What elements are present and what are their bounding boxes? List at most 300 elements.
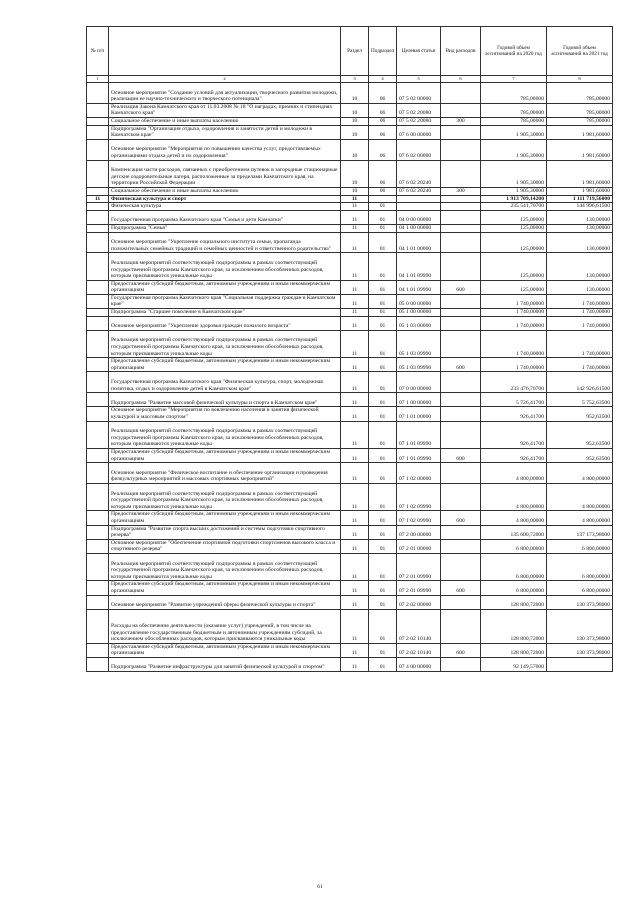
- table-row: [87, 210, 613, 224]
- row-number: [87, 203, 109, 211]
- row-name: Предоставление субсидий бюджетным, автономным учреждениям и иным некоммерческим организациям: [109, 581, 341, 595]
- row-number: [87, 657, 109, 671]
- row-number: [87, 294, 109, 308]
- row-name: Основное мероприятие "Обеспечение спортивной подготовки спортсменов высокого класса и спортивного резерва": [109, 539, 341, 553]
- row-section: 11: [341, 657, 369, 671]
- row-amount-2020: 1 905,30000: [481, 125, 547, 139]
- row-target-article: 04 0 00 00000: [397, 210, 441, 224]
- row-target-article: 07 6 02 20240: [397, 187, 441, 195]
- row-target-article: 07 6 02 20240: [397, 160, 441, 187]
- table-row: [87, 358, 613, 372]
- row-amount-2020: 926,41700: [481, 421, 547, 448]
- row-target-article: 04 1 01 09990: [397, 280, 441, 294]
- row-amount-2021: 785,00000: [547, 83, 613, 104]
- row-section: 11: [341, 203, 369, 211]
- budget-table: [86, 26, 613, 672]
- row-amount-2020: 1 905,30000: [481, 160, 547, 187]
- table-row: [87, 160, 613, 187]
- row-target-article: 07 1 01 09990: [397, 449, 441, 463]
- row-name: Основное мероприятие "Развитие учреждений сферы физической культуры и спорта": [109, 595, 341, 609]
- row-amount-2021: 6 800,00000: [547, 539, 613, 553]
- header-name: [109, 27, 341, 76]
- column-number: 3: [341, 76, 369, 83]
- row-amount-2021: 1 981,60000: [547, 187, 613, 195]
- header-expense-type: Вид расходов: [441, 27, 481, 76]
- row-name: Государственная программа Камчатского края "Семья и дети Камчатки": [109, 210, 341, 224]
- row-name: Предоставление субсидий бюджетным, автономным учреждениям и иным некоммерческим организациям: [109, 280, 341, 294]
- row-section: 11: [341, 195, 369, 203]
- row-amount-2021: 130,00000: [547, 232, 613, 253]
- row-name: Подпрограмма "Развитие массовой физической культуры и спорта в Камчатском крае": [109, 393, 341, 407]
- row-section: 11: [341, 609, 369, 643]
- row-subsection: 06: [369, 125, 397, 139]
- table-row: [87, 463, 613, 484]
- row-target-article: 04 1 01 00000: [397, 232, 441, 253]
- row-subsection: 06: [369, 103, 397, 117]
- row-section: 11: [341, 525, 369, 539]
- row-target-article: 07 6 00 00000: [397, 125, 441, 139]
- row-amount-2021: 4 800,00000: [547, 511, 613, 525]
- row-expense-type: [441, 125, 481, 139]
- column-number: 7: [481, 76, 547, 83]
- table-row: [87, 393, 613, 407]
- row-number: [87, 421, 109, 448]
- row-amount-2021: 130,00000: [547, 210, 613, 224]
- column-number-row: [87, 76, 613, 83]
- row-amount-2021: 1 740,00000: [547, 358, 613, 372]
- row-amount-2021: 130 373,98000: [547, 609, 613, 643]
- row-target-article: 07 1 02 09990: [397, 511, 441, 525]
- row-section: 10: [341, 83, 369, 104]
- row-subsection: 01: [369, 280, 397, 294]
- row-amount-2021: 1 740,00000: [547, 330, 613, 357]
- row-subsection: 01: [369, 421, 397, 448]
- row-target-article: 05 1 03 09990: [397, 330, 441, 357]
- row-section: 11: [341, 316, 369, 330]
- row-target-article: 07 2 02 10140: [397, 609, 441, 643]
- row-expense-type: [441, 330, 481, 357]
- row-amount-2021: 952,63500: [547, 407, 613, 421]
- row-name: Основное мероприятие "Мероприятия по вовлечению населения в занятия физической культурой и массовым спортом": [109, 407, 341, 421]
- row-expense-type: 300: [441, 117, 481, 125]
- row-amount-2020: 6 800,00000: [481, 553, 547, 580]
- row-subsection: 01: [369, 511, 397, 525]
- row-subsection: 06: [369, 139, 397, 160]
- row-section: 10: [341, 187, 369, 195]
- table-row: [87, 203, 613, 211]
- row-amount-2021: 1 740,00000: [547, 316, 613, 330]
- row-expense-type: [441, 553, 481, 580]
- row-section: 11: [341, 463, 369, 484]
- row-expense-type: [441, 463, 481, 484]
- row-number: [87, 280, 109, 294]
- row-number: [87, 224, 109, 232]
- table-row: [87, 224, 613, 232]
- row-amount-2021: 142 926,61500: [547, 372, 613, 393]
- row-subsection: 01: [369, 483, 397, 510]
- row-expense-type: [441, 203, 481, 211]
- row-name: Реализация мероприятий соответствующей подпрограммы в рамках соответствующей государственной программы Камчатского края, за исключением обособленных расходов, которым присваиваются уникальные коды: [109, 253, 341, 280]
- row-name: Подпрограмма "Развитие спорта высших достижений и системы подготовки спортивного резерва": [109, 525, 341, 539]
- row-name: Основное мероприятие "Мероприятия по повышению качества услуг, предоставляемых организациями отдыха детей и их оздоровления": [109, 139, 341, 160]
- table-row: [87, 595, 613, 609]
- row-name: Подпрограмма "Старшее поколение в Камчатском крае": [109, 309, 341, 317]
- row-number: [87, 330, 109, 357]
- column-number: 1: [87, 76, 109, 83]
- row-expense-type: [441, 595, 481, 609]
- row-section: 11: [341, 253, 369, 280]
- row-section: 11: [341, 330, 369, 357]
- row-expense-type: [441, 103, 481, 117]
- header-amount-2020: Годовой объем ассигнований на 2020 год: [481, 27, 547, 76]
- row-section: 11: [341, 483, 369, 510]
- column-number: 6: [441, 76, 481, 83]
- row-amount-2021: 6 800,00000: [547, 553, 613, 580]
- row-number: [87, 581, 109, 595]
- row-name: Основное мероприятие "Укрепление социального института семьи, пропаганда положительных семейных традиций и семейных ценностей и ответственного родительства": [109, 232, 341, 253]
- row-target-article: 07 2 01 09990: [397, 553, 441, 580]
- row-amount-2021: 952,63500: [547, 449, 613, 463]
- row-number: [87, 83, 109, 104]
- row-subsection: 01: [369, 609, 397, 643]
- row-subsection: 01: [369, 643, 397, 657]
- row-section: 11: [341, 407, 369, 421]
- row-subsection: 06: [369, 117, 397, 125]
- row-section: 11: [341, 372, 369, 393]
- table-row: [87, 372, 613, 393]
- row-number: [87, 407, 109, 421]
- row-amount-2020: 926,41700: [481, 449, 547, 463]
- row-target-article: 07 2 02 10140: [397, 643, 441, 657]
- row-amount-2021: 130,00000: [547, 224, 613, 232]
- table-row: [87, 103, 613, 117]
- row-expense-type: [441, 294, 481, 308]
- row-section: 10: [341, 160, 369, 187]
- row-amount-2020: 1 740,00000: [481, 294, 547, 308]
- row-subsection: [369, 195, 397, 203]
- row-subsection: 01: [369, 253, 397, 280]
- row-name: Социальное обеспечение и иные выплаты населению: [109, 187, 341, 195]
- table-row: [87, 449, 613, 463]
- table-row: [87, 117, 613, 125]
- row-amount-2020: 125,00000: [481, 224, 547, 232]
- row-number: [87, 449, 109, 463]
- row-amount-2020: 1 740,00000: [481, 358, 547, 372]
- row-subsection: 01: [369, 581, 397, 595]
- table-row: [87, 187, 613, 195]
- row-amount-2020: 1 913 709,14200: [481, 195, 547, 203]
- row-subsection: 01: [369, 539, 397, 553]
- row-target-article: 07 1 02 00000: [397, 463, 441, 484]
- row-expense-type: [441, 232, 481, 253]
- row-amount-2021: [547, 657, 613, 671]
- row-name: Предоставление субсидий бюджетным, автономным учреждениям и иным некоммерческим организациям: [109, 643, 341, 657]
- row-section: 11: [341, 595, 369, 609]
- row-name: Компенсация части расходов, связанных с приобретением путевок в загородные стационарные детские оздоровительные лагеря, расположенные за пределами Камчатского края, на территории Российской Федерации: [109, 160, 341, 187]
- row-subsection: 01: [369, 407, 397, 421]
- row-target-article: 07 5 02 20080: [397, 117, 441, 125]
- row-target-article: 05 1 03 09990: [397, 358, 441, 372]
- row-section: 11: [341, 449, 369, 463]
- row-expense-type: [441, 309, 481, 317]
- row-subsection: 01: [369, 449, 397, 463]
- row-number: [87, 525, 109, 539]
- row-number: [87, 316, 109, 330]
- row-amount-2021: 130 373,98000: [547, 595, 613, 609]
- row-amount-2021: 130,00000: [547, 280, 613, 294]
- row-subsection: 01: [369, 595, 397, 609]
- row-section: 11: [341, 539, 369, 553]
- row-section: 10: [341, 103, 369, 117]
- row-expense-type: [441, 210, 481, 224]
- row-expense-type: [441, 407, 481, 421]
- column-number: 2: [109, 76, 341, 83]
- row-amount-2020: 785,00000: [481, 103, 547, 117]
- row-subsection: 06: [369, 83, 397, 104]
- row-expense-type: 600: [441, 643, 481, 657]
- row-name: Основное мероприятие "Создание условий для актуализации, творческого развития молодежи, реализации ее научно-технического и творческого потенциала": [109, 83, 341, 104]
- row-subsection: 06: [369, 187, 397, 195]
- row-amount-2020: 125,00000: [481, 280, 547, 294]
- row-target-article: 07 1 00 00000: [397, 393, 441, 407]
- row-number: [87, 309, 109, 317]
- row-expense-type: 300: [441, 187, 481, 195]
- row-subsection: 01: [369, 210, 397, 224]
- row-name: Реализация мероприятий соответствующей подпрограммы в рамках соответствующей государственной программы Камчатского края, за исключением обособленных расходов, которым присваиваются уникальные коды: [109, 330, 341, 357]
- page-number: 61: [317, 884, 323, 890]
- row-number: [87, 393, 109, 407]
- row-amount-2020: 926,41700: [481, 407, 547, 421]
- row-amount-2020: 92 149,57000: [481, 657, 547, 671]
- row-target-article: 04 1 00 00000: [397, 224, 441, 232]
- row-subsection: 01: [369, 525, 397, 539]
- row-expense-type: [441, 372, 481, 393]
- row-target-article: 07 6 02 00000: [397, 139, 441, 160]
- row-amount-2020: 1 740,00000: [481, 316, 547, 330]
- row-amount-2020: 5 726,41700: [481, 393, 547, 407]
- row-name: Реализация Закона Камчатского края от 11.03.2008 № 18 "О наградах, премиях и стипендиях Камчатского края": [109, 103, 341, 117]
- row-amount-2020: 1 905,30000: [481, 139, 547, 160]
- row-number: [87, 160, 109, 187]
- row-amount-2021: 4 800,00000: [547, 463, 613, 484]
- row-target-article: 07 2 01 09990: [397, 581, 441, 595]
- row-number: [87, 609, 109, 643]
- table-row: [87, 609, 613, 643]
- row-section: 11: [341, 232, 369, 253]
- row-amount-2020: 6 800,00000: [481, 581, 547, 595]
- row-amount-2021: 1 981,60000: [547, 125, 613, 139]
- table-row: [87, 280, 613, 294]
- row-name: Основное мероприятие "Укрепление здоровья граждан пожилого возраста": [109, 316, 341, 330]
- table-row: [87, 421, 613, 448]
- row-name: Подпрограмма "Организация отдыха, оздоровления и занятости детей и молодежи в Камчатском крае": [109, 125, 341, 139]
- table-row: [87, 511, 613, 525]
- row-name: Предоставление субсидий бюджетным, автономным учреждениям и иным некоммерческим организациям: [109, 511, 341, 525]
- table-row: [87, 316, 613, 330]
- row-amount-2020: 6 800,00000: [481, 539, 547, 553]
- row-number: [87, 553, 109, 580]
- row-target-article: 05 1 03 00000: [397, 316, 441, 330]
- row-number: 11: [87, 195, 109, 203]
- table-row: [87, 553, 613, 580]
- table-row: [87, 309, 613, 317]
- row-name: Подпрограмма "Семья": [109, 224, 341, 232]
- row-target-article: 05 0 00 00000: [397, 294, 441, 308]
- row-subsection: 01: [369, 224, 397, 232]
- row-amount-2021: 5 752,63500: [547, 393, 613, 407]
- row-target-article: 07 4 00 00000: [397, 657, 441, 671]
- row-number: [87, 539, 109, 553]
- row-section: 11: [341, 553, 369, 580]
- row-amount-2020: 1 740,00000: [481, 330, 547, 357]
- row-subsection: 01: [369, 553, 397, 580]
- row-number: [87, 483, 109, 510]
- row-expense-type: [441, 253, 481, 280]
- row-target-article: 07 0 00 00000: [397, 372, 441, 393]
- row-amount-2020: 785,00000: [481, 117, 547, 125]
- row-target-article: 07 2 00 00000: [397, 525, 441, 539]
- row-section: 11: [341, 393, 369, 407]
- row-target-article: 07 1 01 00000: [397, 407, 441, 421]
- row-amount-2020: 128 800,72000: [481, 595, 547, 609]
- row-amount-2021: 4 800,00000: [547, 483, 613, 510]
- row-amount-2021: 130,00000: [547, 253, 613, 280]
- row-section: 10: [341, 117, 369, 125]
- row-target-article: [397, 203, 441, 211]
- table-row: [87, 195, 613, 203]
- header-subsection: Подраздел: [369, 27, 397, 76]
- row-amount-2020: 125,00000: [481, 210, 547, 224]
- row-target-article: 07 2 01 00000: [397, 539, 441, 553]
- row-target-article: 07 1 02 09990: [397, 483, 441, 510]
- row-number: [87, 187, 109, 195]
- row-name: Расходы на обеспечение деятельности (оказание услуг) учреждений, в том числе на предоставление государственным бюджетным и автономным учреждениям субсидий, за исключением обособленных расходов, которым присваиваются уникальные коды: [109, 609, 341, 643]
- row-amount-2021: 144 996,61500: [547, 203, 613, 211]
- table-row: [87, 232, 613, 253]
- table-row: [87, 253, 613, 280]
- row-expense-type: [441, 525, 481, 539]
- row-number: [87, 103, 109, 117]
- row-number: [87, 232, 109, 253]
- row-amount-2021: 1 111 719,56000: [547, 195, 613, 203]
- row-section: 11: [341, 643, 369, 657]
- row-number: [87, 117, 109, 125]
- row-name: Реализация мероприятий соответствующей подпрограммы в рамках соответствующей государственной программы Камчатского края, за исключением обособленных расходов, которым присваиваются уникальные коды: [109, 421, 341, 448]
- row-amount-2020: 235 541,70700: [481, 203, 547, 211]
- row-expense-type: [441, 83, 481, 104]
- row-expense-type: [441, 483, 481, 510]
- row-section: 11: [341, 358, 369, 372]
- row-subsection: 01: [369, 657, 397, 671]
- row-expense-type: [441, 657, 481, 671]
- row-section: 11: [341, 309, 369, 317]
- row-section: 11: [341, 581, 369, 595]
- row-subsection: 01: [369, 316, 397, 330]
- row-expense-type: [441, 316, 481, 330]
- table-row: [87, 139, 613, 160]
- row-subsection: 01: [369, 463, 397, 484]
- row-amount-2020: 4 800,00000: [481, 483, 547, 510]
- row-amount-2021: 785,00000: [547, 117, 613, 125]
- row-expense-type: [441, 539, 481, 553]
- row-name: Предоставление субсидий бюджетным, автономным учреждениям и иным некоммерческим организациям: [109, 358, 341, 372]
- row-subsection: 01: [369, 358, 397, 372]
- row-amount-2020: 4 800,00000: [481, 463, 547, 484]
- row-number: [87, 595, 109, 609]
- row-amount-2020: 1 905,30000: [481, 187, 547, 195]
- row-number: [87, 358, 109, 372]
- row-expense-type: [441, 421, 481, 448]
- row-name: Социальное обеспечение и иные выплаты населению: [109, 117, 341, 125]
- row-expense-type: [441, 160, 481, 187]
- row-subsection: 01: [369, 372, 397, 393]
- row-name: Физическая культура и спорт: [109, 195, 341, 203]
- row-target-article: 04 1 01 09990: [397, 253, 441, 280]
- row-section: 10: [341, 125, 369, 139]
- row-expense-type: 600: [441, 449, 481, 463]
- row-subsection: 01: [369, 330, 397, 357]
- row-section: 10: [341, 139, 369, 160]
- row-target-article: [397, 195, 441, 203]
- table-row: [87, 657, 613, 671]
- table-row: [87, 83, 613, 104]
- row-target-article: 07 5 02 00000: [397, 83, 441, 104]
- row-name: Государственная программа Камчатского края "Физическая культура, спорт, молодежная политика, отдых и оздоровление детей в Камчатском крае": [109, 372, 341, 393]
- row-expense-type: [441, 139, 481, 160]
- table-row: [87, 643, 613, 657]
- table-row: [87, 125, 613, 139]
- table-row: [87, 539, 613, 553]
- header-num: № п/п: [87, 27, 109, 76]
- row-amount-2021: 1 981,60000: [547, 139, 613, 160]
- row-subsection: 01: [369, 232, 397, 253]
- row-expense-type: 600: [441, 280, 481, 294]
- row-subsection: 01: [369, 203, 397, 211]
- row-section: 11: [341, 511, 369, 525]
- row-name: Предоставление субсидий бюджетным, автономным учреждениям и иным некоммерческим организациям: [109, 449, 341, 463]
- row-name: Реализация мероприятий соответствующей подпрограммы в рамках соответствующей государственной программы Камчатского края, за исключением обособленных расходов, которым присваиваются уникальные коды: [109, 483, 341, 510]
- row-target-article: 07 2 02 00000: [397, 595, 441, 609]
- row-amount-2021: 952,63500: [547, 421, 613, 448]
- row-amount-2020: 128 800,72000: [481, 609, 547, 643]
- row-section: 11: [341, 210, 369, 224]
- row-number: [87, 372, 109, 393]
- row-number: [87, 139, 109, 160]
- row-number: [87, 210, 109, 224]
- row-amount-2020: 4 800,00000: [481, 511, 547, 525]
- table-row: [87, 330, 613, 357]
- row-name: Реализация мероприятий соответствующей подпрограммы в рамках соответствующей государственной программы Камчатского края, за исключением обособленных расходов, которым присваиваются уникальные коды: [109, 553, 341, 580]
- row-number: [87, 511, 109, 525]
- row-amount-2021: 137 173,98000: [547, 525, 613, 539]
- row-target-article: 07 5 02 20080: [397, 103, 441, 117]
- row-expense-type: [441, 224, 481, 232]
- row-subsection: 01: [369, 393, 397, 407]
- row-section: 11: [341, 294, 369, 308]
- table-row: [87, 294, 613, 308]
- row-amount-2021: 130 373,98000: [547, 643, 613, 657]
- row-amount-2020: 125,00000: [481, 253, 547, 280]
- table-row: [87, 407, 613, 421]
- row-number: [87, 253, 109, 280]
- header-row: [87, 27, 613, 76]
- column-number: 8: [547, 76, 613, 83]
- table-row: [87, 483, 613, 510]
- table-row: [87, 525, 613, 539]
- row-amount-2021: 785,00000: [547, 103, 613, 117]
- row-amount-2020: 128 800,72000: [481, 643, 547, 657]
- row-name: Основное мероприятие "Физическое воспитание и обеспечение организации и проведения физкультурных мероприятий и массовых спортивных мероприятий": [109, 463, 341, 484]
